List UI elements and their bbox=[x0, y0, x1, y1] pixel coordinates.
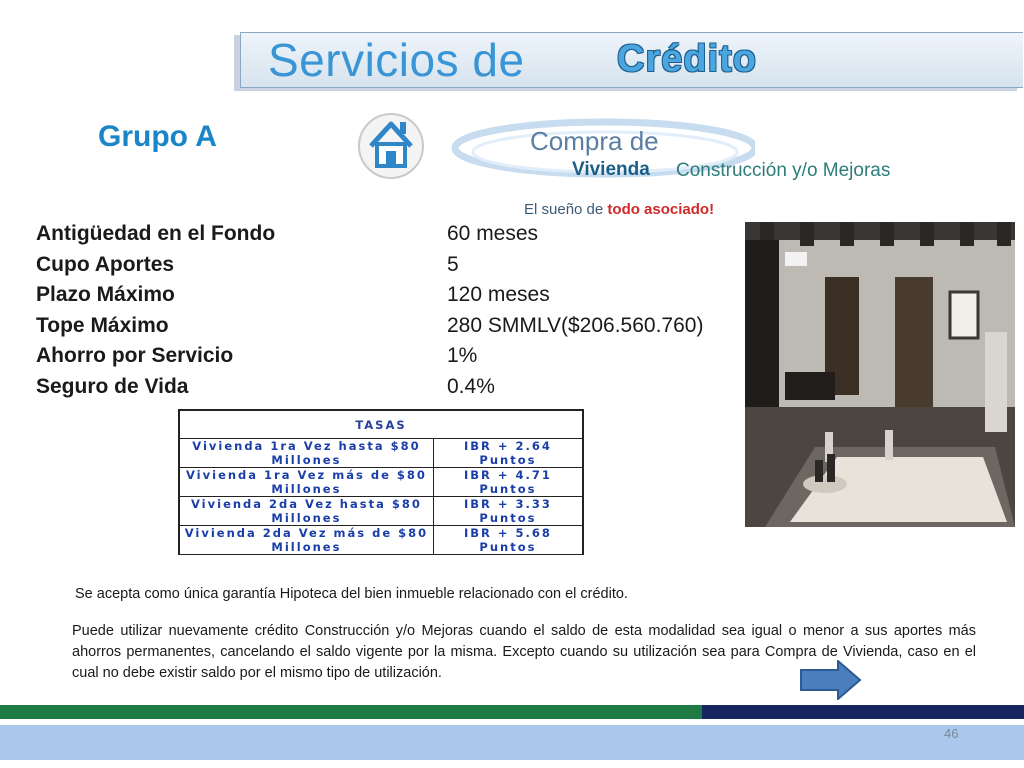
tagline-prefix: El sueño de bbox=[524, 201, 604, 218]
footer-bar-green bbox=[0, 705, 702, 719]
rate-unit: Puntos bbox=[479, 482, 537, 496]
table-row bbox=[180, 526, 583, 555]
table-row bbox=[180, 497, 583, 526]
rate-value: IBR + 3.33 bbox=[463, 497, 552, 511]
logo-tagline bbox=[524, 201, 714, 218]
rate-unit: Puntos bbox=[479, 453, 537, 467]
rate-label-suffix: Millones bbox=[271, 540, 342, 554]
rate-label-cell bbox=[180, 497, 434, 526]
rate-label-suffix: Millones bbox=[271, 482, 342, 496]
rates-header: TASAS bbox=[180, 411, 583, 439]
subtitle: Construcción y/o Mejoras bbox=[676, 160, 891, 181]
rate-label-cell bbox=[180, 526, 434, 555]
rate-label: Vivienda 1ra Vez más de $80 bbox=[185, 468, 427, 482]
rate-label: Vivienda 1ra Vez hasta $80 bbox=[192, 439, 421, 453]
slide-title: Servicios de bbox=[268, 34, 525, 86]
table-row bbox=[180, 468, 583, 497]
rate-value: IBR + 4.71 bbox=[463, 468, 552, 482]
slide-title-accent: Crédito bbox=[617, 38, 757, 80]
detail-label: Ahorro por Servicio bbox=[36, 344, 234, 367]
rate-unit: Puntos bbox=[479, 511, 537, 525]
rate-label: Vivienda 2da Vez más de $80 bbox=[184, 526, 429, 540]
next-arrow-icon[interactable] bbox=[800, 660, 862, 700]
house-icon bbox=[359, 114, 423, 178]
detail-label: Plazo Máximo bbox=[36, 283, 175, 306]
group-title: Grupo A bbox=[98, 120, 217, 153]
detail-value: 60 meses bbox=[447, 222, 539, 245]
rate-value: IBR + 5.68 bbox=[463, 526, 552, 540]
rate-value-cell bbox=[433, 497, 582, 526]
reuse-paragraph: Puede utilizar nuevamente crédito Construcción y/o Mejoras cuando el saldo de esta modalidad sea igual o menor a sus aportes más ahorros permanentes, cancelando el saldo vigente por la misma. Excepto cuando su utilización sea para Compra de Vivienda, caso en el cual no debe existir saldo por el mismo tipo de utilización. bbox=[72, 623, 976, 681]
detail-label: Tope Máximo bbox=[36, 313, 169, 337]
detail-label: Antigüedad en el Fondo bbox=[36, 222, 276, 245]
detail-value: 1% bbox=[447, 344, 478, 367]
detail-value: 5 bbox=[447, 252, 459, 276]
rate-value-cell bbox=[433, 439, 582, 468]
footer-bar-light bbox=[0, 725, 1024, 760]
rate-value-cell bbox=[433, 526, 582, 555]
detail-label: Cupo Aportes bbox=[36, 252, 175, 276]
rate-label-cell bbox=[180, 468, 434, 497]
interior-photo bbox=[745, 222, 1015, 527]
rate-unit: Puntos bbox=[479, 540, 537, 554]
rate-label-suffix: Millones bbox=[271, 511, 342, 525]
tagline-emphasis: todo asociado! bbox=[607, 201, 715, 218]
footer-bar-navy bbox=[702, 705, 1024, 719]
detail-value: 280 SMMLV($206.560.760) bbox=[447, 313, 704, 337]
table-row bbox=[180, 439, 583, 468]
detail-label: Seguro de Vida bbox=[36, 374, 189, 398]
logo-text-vivienda: Vivienda bbox=[572, 159, 650, 180]
logo-text-compra: Compra de bbox=[530, 126, 659, 156]
page-number: 46 bbox=[944, 726, 959, 741]
rate-label-cell bbox=[180, 439, 434, 468]
rate-value: IBR + 2.64 bbox=[463, 439, 552, 453]
rates-table bbox=[178, 409, 584, 555]
guarantee-note: Se acepta como única garantía Hipoteca del bien inmueble relacionado con el crédito. bbox=[75, 586, 628, 602]
detail-value: 0.4% bbox=[447, 374, 495, 398]
rate-label: Vivienda 2da Vez hasta $80 bbox=[190, 497, 422, 511]
rate-label-suffix: Millones bbox=[271, 453, 342, 467]
rate-value-cell bbox=[433, 468, 582, 497]
detail-value: 120 meses bbox=[447, 283, 550, 306]
